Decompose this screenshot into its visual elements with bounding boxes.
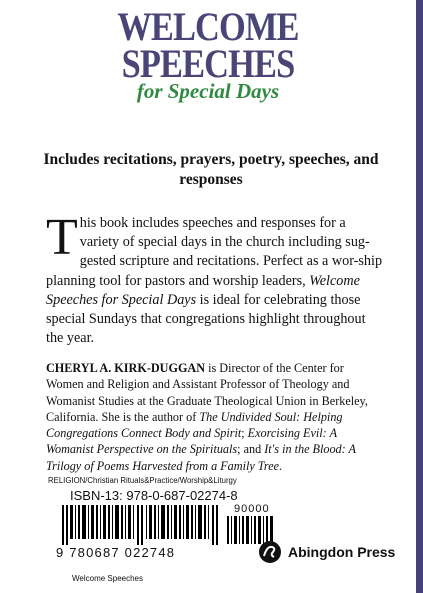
isbn-label: ISBN-13: 978-0-687-02274-8 xyxy=(70,488,238,503)
book-title xyxy=(0,4,416,103)
description-text-1: his book includes speeches and responses for a variety of special days in the church including sug-gested scripture and recitations. Perfect as a wor-ship planning tool for pastors and worship leaders, xyxy=(46,215,383,289)
description-text-2: is ideal for celebrating those special Sundays that congregations highlight throughout the year. xyxy=(46,291,366,347)
publisher-name: Abingdon Press xyxy=(288,544,396,560)
category-label: RELIGION/Christian Rituals&Practice/Worship&Liturgy xyxy=(48,476,237,485)
author-name: CHERYL A. KIRK-DUGGAN xyxy=(46,361,206,375)
description xyxy=(46,209,383,348)
publisher-logo-icon xyxy=(258,540,282,564)
bio-end: . xyxy=(279,458,283,473)
drop-cap: T xyxy=(46,209,78,266)
publisher xyxy=(258,540,395,564)
bio-text-2: ; and xyxy=(237,442,265,457)
book-title-1: The Undivided Soul: Helping Congregations Connect Body and Spirit xyxy=(46,409,343,441)
footer-title: Welcome Speeches xyxy=(72,574,143,583)
description-title: Welcome Speeches for Special Days xyxy=(46,272,360,308)
title-line-2: SPEECHES xyxy=(121,41,295,86)
tagline: Includes recitations, prayers, poetry, speeches, and responses xyxy=(43,151,379,188)
book-subtitle: for Special Days xyxy=(136,79,280,103)
book-title-3: It's in the Blood: A Trilogy of Poems Harvested from a Family Tree xyxy=(46,442,356,473)
title-line-1: WELCOME xyxy=(117,4,299,49)
barcode-digits: 9 780687 022748 xyxy=(56,545,176,560)
barcode-main-icon xyxy=(60,505,220,545)
bio-sep-1: ; xyxy=(241,426,248,441)
book-spine-edge xyxy=(416,0,423,593)
price-code: 90000 xyxy=(234,503,270,515)
bio-text-1: is Director of the Center for Women and Religion and Assistant Professor of Theology and Womanist Studies at the Graduate Theological Union in Berkeley, California. She is the author of xyxy=(46,361,368,424)
author-bio xyxy=(46,360,383,474)
book-title-2: Exorcising Evil: A Womanist Perspective on the Spirituals xyxy=(46,426,337,457)
